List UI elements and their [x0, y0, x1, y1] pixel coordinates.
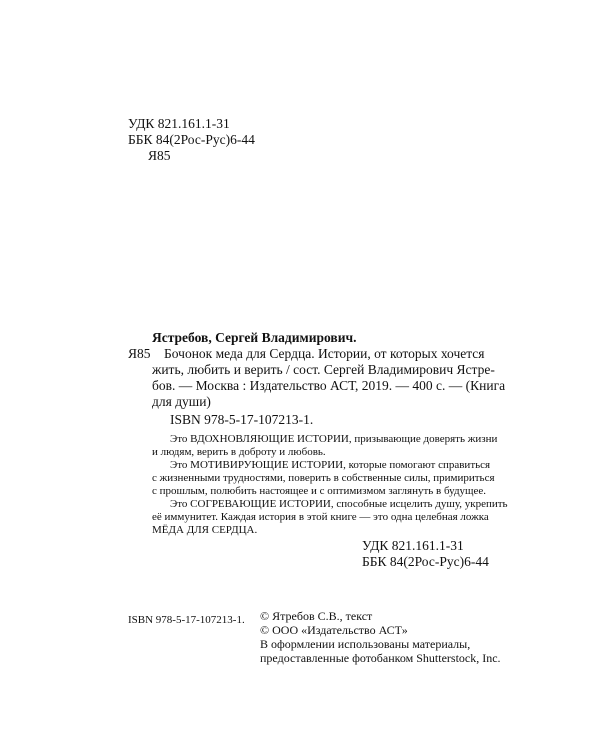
top-udk: УДК 821.161.1-31 — [128, 116, 230, 131]
card-bbk: ББК 84(2Рос-Рус)6-44 — [362, 554, 489, 569]
card-isbn: ISBN 978-5-17-107213-1. — [170, 412, 314, 427]
top-classification — [128, 116, 255, 164]
copyright-line: предоставленные фотобанком Shutterstock, Inc. — [260, 651, 501, 665]
card-classification — [362, 538, 489, 570]
side-mark: Я85 — [128, 346, 151, 361]
bottom-isbn: ISBN 978-5-17-107213-1. — [128, 614, 245, 626]
annotation-line: Это СОГРЕВАЮЩИЕ ИСТОРИИ, способные исцелить душу, укрепить — [170, 498, 508, 510]
title-line: для души) — [152, 394, 211, 409]
annotation-line: МЁДА ДЛЯ СЕРДЦА. — [152, 524, 258, 536]
title-line: жить, любить и верить / сост. Сергей Владимирович Ястре- — [152, 362, 495, 377]
title-line: Бочонок меда для Сердца. Истории, от которых хочется — [164, 346, 485, 361]
title-description — [152, 346, 505, 410]
annotation-line: с прошлым, полюбить настоящее и с оптимизмом заглянуть в будущее. — [152, 485, 487, 497]
copyright-line: © Ятребов С.В., текст — [260, 609, 373, 623]
annotation-line: Это ВДОХНОВЛЯЮЩИЕ ИСТОРИИ, призывающие доверять жизни — [170, 433, 498, 445]
copyright-line: © ООО «Издательство АСТ» — [260, 623, 408, 637]
annotation-line: и людям, верить в доброту и любовь. — [152, 446, 326, 458]
annotation-line: Это МОТИВИРУЮЩИЕ ИСТОРИИ, которые помогают справиться — [170, 459, 491, 471]
top-bbk: ББК 84(2Рос-Рус)6-44 — [128, 132, 255, 147]
title-line: бов. — Москва : Издательство АСТ, 2019. — 400 с. — (Книга — [152, 378, 506, 393]
copyright-line: В оформлении использованы материалы, — [260, 637, 471, 651]
annotation — [152, 433, 508, 537]
card-udk: УДК 821.161.1-31 — [362, 538, 464, 553]
annotation-line: с жизненными трудностями, поверить в собственные силы, примириться — [152, 472, 495, 484]
author-heading: Ястребов, Сергей Владимирович. — [152, 330, 357, 345]
copyright-block — [260, 609, 501, 665]
annotation-line: её иммунитет. Каждая история в этой книге — это одна целебная ложка — [152, 511, 489, 523]
top-author-mark: Я85 — [148, 148, 171, 163]
